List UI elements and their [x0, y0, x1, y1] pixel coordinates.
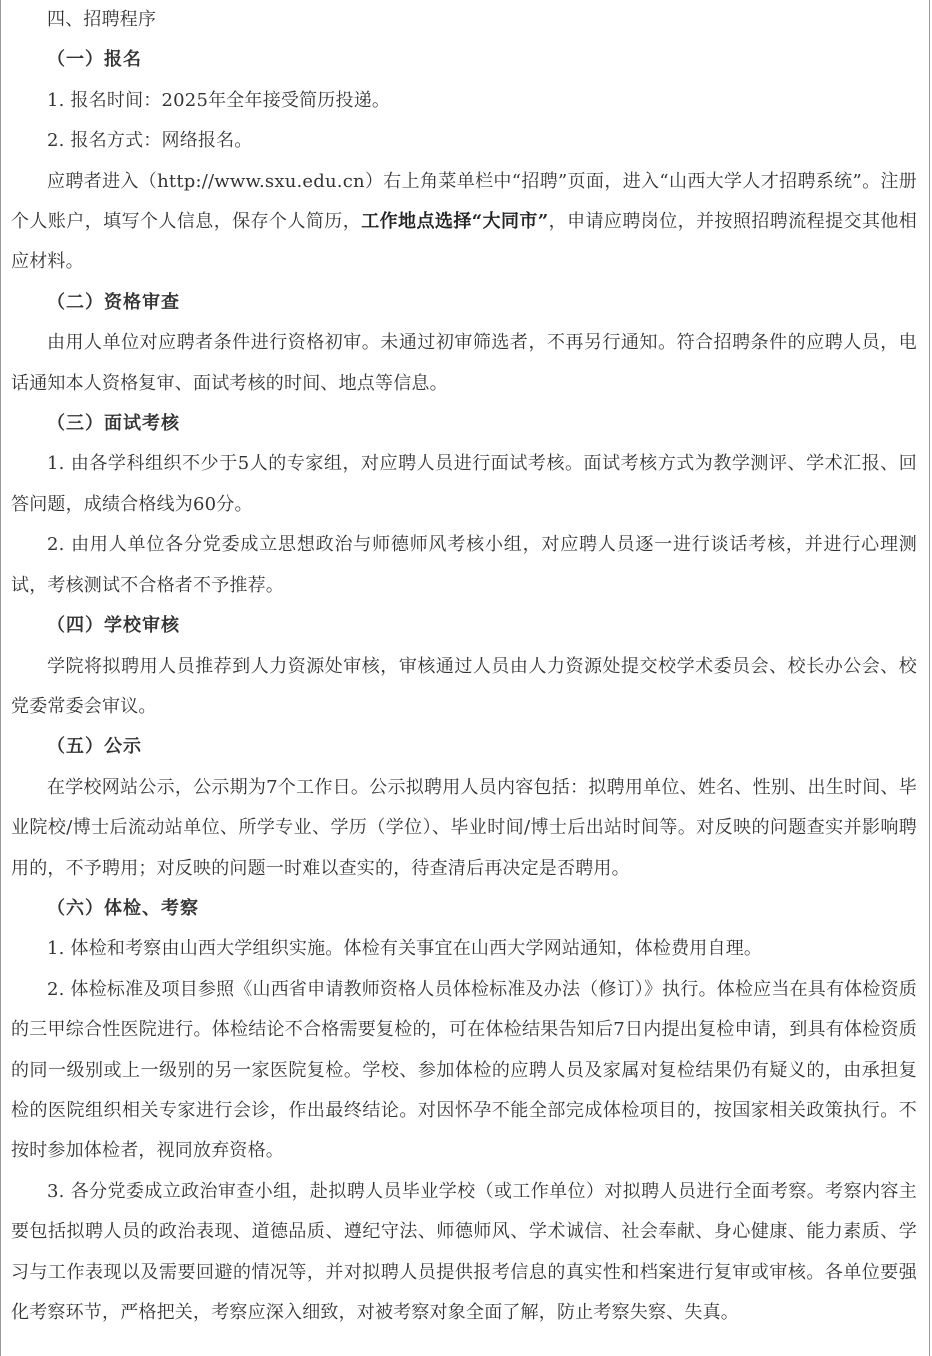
paragraph-political-review: 3. 各分党委成立政治审查小组，赴拟聘人员毕业学校（或工作单位）对拟聘人员进行全面考察。考察内容主要包括拟聘人员的政治表现、道德品质、遵纪守法、师德师风、学术诚信、社会奉献、身心健康、能力素质、学习与工作表现以及需要回避的情况等，并对拟聘人员提供报考信息的真实性和档案进行复审或审核。各单位要强化考察环节，严格把关，考察应深入细致，对被考察对象全面了解，防止考察失察、失真。 — [11, 1180, 917, 1323]
paragraph-interview-expert-panel: 1. 由各学科组织不少于5人的专家组，对应聘人员进行面试考核。面试考核方式为教学测评、学术汇报、回答问题，成绩合格线为60分。 — [11, 453, 917, 515]
subsection-title-medical-check: （六）体检、考察 — [47, 897, 199, 919]
paragraph-registration-time: 1. 报名时间：2025年全年接受简历投递。 — [47, 89, 391, 111]
paragraph-medical-organization: 1. 体检和考察由山西大学组织实施。体检有关事宜在山西大学网站通知，体检费用自理。 — [47, 938, 763, 960]
registration-steps-text-after: ，申请应聘岗位，并按照招聘流程提交其他相应材料。 — [11, 211, 918, 273]
paragraph-registration-steps — [11, 162, 917, 283]
paragraph-medical-standards: 2. 体检标准及项目参照《山西省申请教师资格人员体检标准及办法（修订）》执行。体检应当在具有体检资质的三甲综合性医院进行。体检结论不合格需要复检的，可在体检结果告知后7日内提出复检申请，到具有体检资质的同一级别或上一级别的另一家医院复检。学校、参加体检的应聘人员及家属对复检结果仍有疑义的，由承担复检的医院组织相关专家进行会诊，作出最终结论。对因怀孕不能全部完成体检项目的，按国家相关政策执行。不按时参加体检者，视同放弃资格。 — [11, 978, 917, 1162]
paragraph-interview-ethics-review: 2. 由用人单位各分党委成立思想政治与师德师风考核小组，对应聘人员逐一进行谈话考核，并进行心理测试，考核测试不合格者不予推荐。 — [11, 534, 917, 596]
registration-steps-text-before: 应聘者进入（http://www.sxu.edu.cn）右上角菜单栏中“招聘”页面，进入“山西大学人才招聘系统”。注册个人账户，填写个人信息，保存个人简历， — [11, 170, 917, 233]
paragraph-registration-method: 2. 报名方式：网络报名。 — [47, 130, 253, 152]
paragraph-publicity: 在学校网站公示，公示期为7个工作日。公示拟聘用人员内容包括：拟聘用单位、姓名、性别、出生时间、毕业院校/博士后流动站单位、所学专业、学历（学位）、毕业时间/博士后出站时间等。对反映的问题查实并影响聘用的，不予聘用；对反映的问题一时难以查实的，待查清后再决定是否聘用。 — [11, 776, 917, 879]
paragraph-school-review: 学院将拟聘用人员推荐到人力资源处审核，审核通过人员由人力资源处提交校学术委员会、校长办公会、校党委常委会审议。 — [11, 655, 917, 717]
subsection-title-registration: （一）报名 — [47, 49, 142, 71]
document-body — [11, 0, 917, 1333]
subsection-title-publicity: （五）公示 — [47, 736, 142, 758]
paragraph-qualification-review: 由用人单位对应聘者条件进行资格初审。未通过初审筛选者，不再另行通知。符合招聘条件的应聘人员，电话通知本人资格复审、面试考核的时间、地点等信息。 — [11, 332, 917, 394]
subsection-title-interview: （三）面试考核 — [47, 413, 180, 435]
subsection-title-school-review: （四）学校审核 — [47, 615, 180, 637]
section-title: 四、招聘程序 — [47, 9, 157, 30]
subsection-title-qualification: （二）资格审查 — [47, 291, 180, 313]
work-location-emphasis: 工作地点选择“大同市” — [361, 211, 549, 233]
